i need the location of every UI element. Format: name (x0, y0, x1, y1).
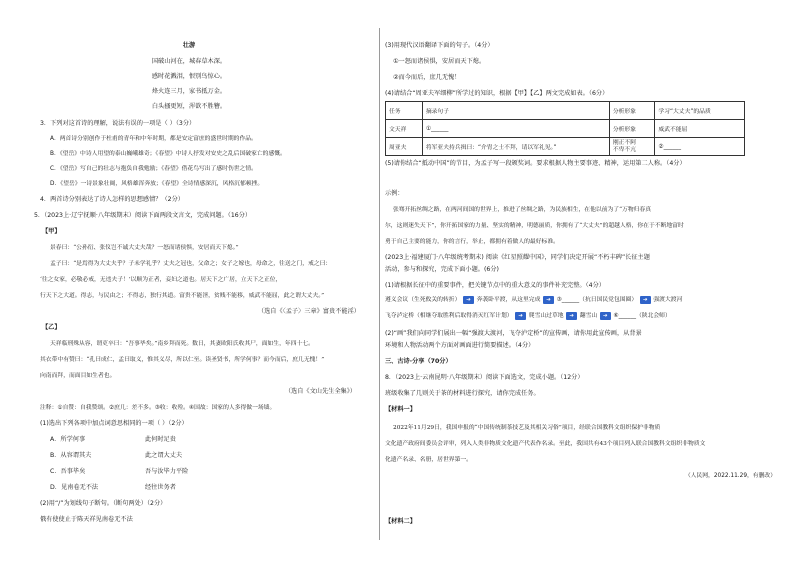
example-line: 勇于自己主要的能力，你的言行，举止，都拥有着做人的最好标准。 (385, 239, 559, 245)
material-line: 2022年11月29日，我国申报的“中国传统制茶技艺及其相关习俗”项目，经联合国教科文组织保护非物质 (393, 425, 661, 431)
option-pair: 吾与汝毕力平险 (145, 468, 189, 475)
table-cell: 威武不能屈 (655, 120, 745, 138)
table-cell: 周亚夫 (386, 138, 423, 156)
arrow-right-icon: ➔ (543, 296, 554, 304)
question-3: 3．下列对这首诗的理解，说法有误的一项是（ ）（3分） (40, 120, 196, 127)
table-cell: ①______ (422, 120, 609, 138)
option: B．从容谓其夫 (50, 452, 92, 459)
column-divider (379, 28, 380, 540)
flow-node: 飞夺泸定桥（相继夺取胜利后取得消灭红军计划） (385, 313, 513, 319)
passage-line: 其衣带中有赞曰：“孔曰成仁，孟曰取义，惟其义尽，所以仁至。读圣贤书，所学何事？而今而后，庶几无愧！” (40, 357, 325, 363)
flow-node: 奔袭卧平渡，从这里完成 (476, 297, 541, 303)
source-citation: （选自《〈孟子〉三章》富贵不能淫） (257, 308, 360, 315)
option-pair: 经往世务者 (145, 484, 176, 491)
question-6: (2023上·福建厦门·八年级统考期末) 阅读《红星照耀中国》，同学们决定开展“不朽丰碑”长征主题 (385, 254, 650, 261)
translate-item: ②而今而后，庶几无愧！ (393, 74, 461, 81)
table-header: 学习“大丈夫”的品质 (655, 102, 745, 120)
question-4-table: (4)请结合“周亚夫军细柳”所学过的知识，根据【甲】【乙】两文完成如表。（6分） (385, 90, 609, 97)
example-line: 张骞开拓丝绸之路，在两河间国的世界上，推进了丝绸之路，为民族相生，在他以前为了“万物归春真 (393, 207, 652, 213)
analysis-table (385, 101, 745, 156)
source-citation: （选自《文山先生全集》） (284, 388, 356, 395)
flow-node: 爬雪山过草地 (528, 313, 564, 319)
option: B．《望岳》中诗人用望的泰山巍峨雄奇；《春望》中诗人抒发对安史之乱后国破家亡的感慨。 (50, 151, 286, 157)
question-6-cont: 活动，参与和探究，完成下面小题。(6分) (385, 266, 499, 273)
section-jia-label: 【甲】 (42, 228, 61, 235)
poem-line: 国破山河在，城春草木深。 (151, 58, 227, 65)
arrow-right-icon: ➔ (640, 296, 651, 304)
question-2: (2)用“/”为划线句子断句。（断句两处）（2分） (40, 500, 167, 507)
section-heading: 三、古诗·分享（70分） (385, 358, 452, 365)
passage-line: 孟子曰：“是焉得为大丈夫乎？子未学礼乎？丈夫之冠也，父命之；女子之嫁也，母命之，往送之门，戒之曰： (50, 261, 332, 267)
table-header: 任务 (386, 102, 423, 120)
material-1-label: 【材料一】 (385, 406, 416, 413)
flow-node: 强渡大渡河 (653, 297, 683, 303)
passage-line: ‘往之女家，必敬必戒，无违夫子！’以顺为正者，妾妇之道也。居天下之广居，立天下之正位， (40, 277, 282, 283)
flow-node: ③______（抗日国民党包围圈） (556, 297, 638, 303)
material-line: 文化遗产政府间委员会评审，列入人类非物质文化遗产代表作名录。至此，我国共有43个项目列入联合国教科文组织非物质文 (385, 441, 706, 447)
flow-node: 遵义会议（生死攸关的转折） (385, 297, 461, 303)
option: A．两首诗分别创作于杜甫的青年和中年时期，都是安定富庶的盛世时期的作品。 (50, 136, 257, 142)
question-8-intro: 班级收集了几则关于茶的材料进行探究，请你完成任务。 (385, 390, 540, 397)
table-row (386, 138, 745, 156)
flow-node: 翻雪山 (579, 313, 598, 319)
passage-line: 天祥临刑殊从容，谓吏卒曰：“吾事毕矣。”南乡拜而死。数日，其妻欧阳氏收其尸，面如生，年四十七。 (50, 341, 314, 347)
question-6-sub2: (2)“画”我们向同学们展出一幅“强渡大渡河，飞夺泸定桥”的宣传画，请你用此宣传画，从背景 (385, 330, 642, 337)
table-cell: 将军亚夫持兵揖曰：“介胄之士不拜，请以军礼见。” (422, 138, 609, 156)
question-5-award: (5)请你结合“抵动中国”的节目，为孟子写一段颁奖词。要求根据人物主要事迹、精神，运用第二人称。（4分） (385, 160, 686, 167)
right-column (381, 0, 794, 562)
poem-line: 白头搔更短，浑欲不胜簪。 (151, 103, 227, 110)
option: C．《望岳》写自己的壮志与抱负自我勉励；《春望》借花鸟写出了感时伤世之情。 (50, 166, 257, 172)
question-8: 8．（2023上·云南昆明·八年级期末）阅读下面选文，完成小题。（12分） (385, 374, 584, 381)
section-yi-label: 【乙】 (42, 324, 61, 331)
material-line: 化遗产名录、名册，居世界第一。 (385, 457, 472, 463)
table-row (386, 120, 745, 138)
table-cell: 分析形象 (609, 120, 655, 138)
question-5: 5．（2023上·辽宁抚顺·八年级期末）阅读下面两段文言文，完成问题。（16分） (34, 212, 252, 219)
option-pair: 此之谓大丈夫 (145, 452, 183, 459)
option-pair: 此何时足贵 (145, 436, 176, 443)
poem-title: 壮游 (182, 42, 196, 49)
poem-line: 感时花溅泪，恨别鸟惊心。 (151, 73, 227, 80)
table-cell: 文天祥 (386, 120, 423, 138)
flow-row-1 (385, 296, 682, 304)
left-column (0, 0, 378, 562)
example-label: 示例： (385, 190, 404, 197)
flow-row-2 (385, 312, 671, 320)
source-citation: （人民网，2022.11.29，有删改） (684, 473, 776, 479)
option: A．所学何事 (50, 436, 86, 443)
arrow-right-icon: ➔ (600, 312, 611, 320)
option: D．《望岳》一诗景象壮阔，风格雄浑奔放；《春望》全诗情感深沉，风格沉郁顿挫。 (50, 181, 264, 187)
arrow-right-icon: ➔ (463, 296, 474, 304)
flow-node: ⑥______（陕北会师） (613, 313, 671, 319)
question-2-text: 俄有使使止于陈天祥见南卷无不法 (40, 516, 133, 523)
option: D．见南卷无不法 (50, 484, 99, 491)
notes: 注释：①自赞：自我赞颂。②庶几：差不多。③收：收殓。④国故：国家的人多得做一场墙。 (40, 405, 276, 411)
table-cell: ②______ (655, 138, 745, 156)
example-line: 尔，这则迷失天下”，你开拓国家的力量、坚实的精神，明德丽质，你拥有了“大丈夫”的超越人格，你在于不断地富时 (385, 223, 684, 229)
table-header: 摘录句子 (422, 102, 609, 120)
passage-line: 景春曰：“公孙衍、张仪岂不诚大丈夫哉？一怒而诸侯惧，安居而天下熄。” (50, 245, 239, 251)
question-3-translate: (3)用现代汉语翻译下面的句子。（4分） (385, 42, 494, 49)
table-cell: 刚正不阿 不卑不亢 (609, 138, 655, 156)
option: C．吾事毕矣 (50, 468, 86, 475)
table-header: 分析形象 (609, 102, 655, 120)
poem-line: 烽火连三月，家书抵万金。 (151, 88, 227, 95)
arrow-right-icon: ➔ (566, 312, 577, 320)
arrow-right-icon: ➔ (515, 312, 526, 320)
question-6-sub2-cont: 环境和人物活动两个方面对画面进行简要描述。（4分） (385, 342, 535, 349)
question-1: (1)选出下列各项中加点词意思相同的一项（ ）（2分） (40, 420, 188, 427)
table-header-row (386, 102, 745, 120)
material-2-label: 【材料二】 (385, 518, 416, 525)
question-6-sub1: (1)请根据长征中的重要事件，把关键节点中的重大意义的事件补充完整。（4分） (385, 282, 605, 289)
passage-line: 行天下之大道。得志，与民由之；不得志，独行其道。富贵不能淫，贫贱不能移，威武不能屈，此之谓大丈夫。” (40, 293, 325, 299)
translate-item: ①一怒而诸侯惧，安居而天下熄。 (393, 58, 486, 65)
question-4: 4．两首诗分别表达了诗人怎样的思想感情？（2分） (40, 196, 184, 203)
passage-line: 向南而拜，而面目如生者也。 (40, 373, 116, 379)
